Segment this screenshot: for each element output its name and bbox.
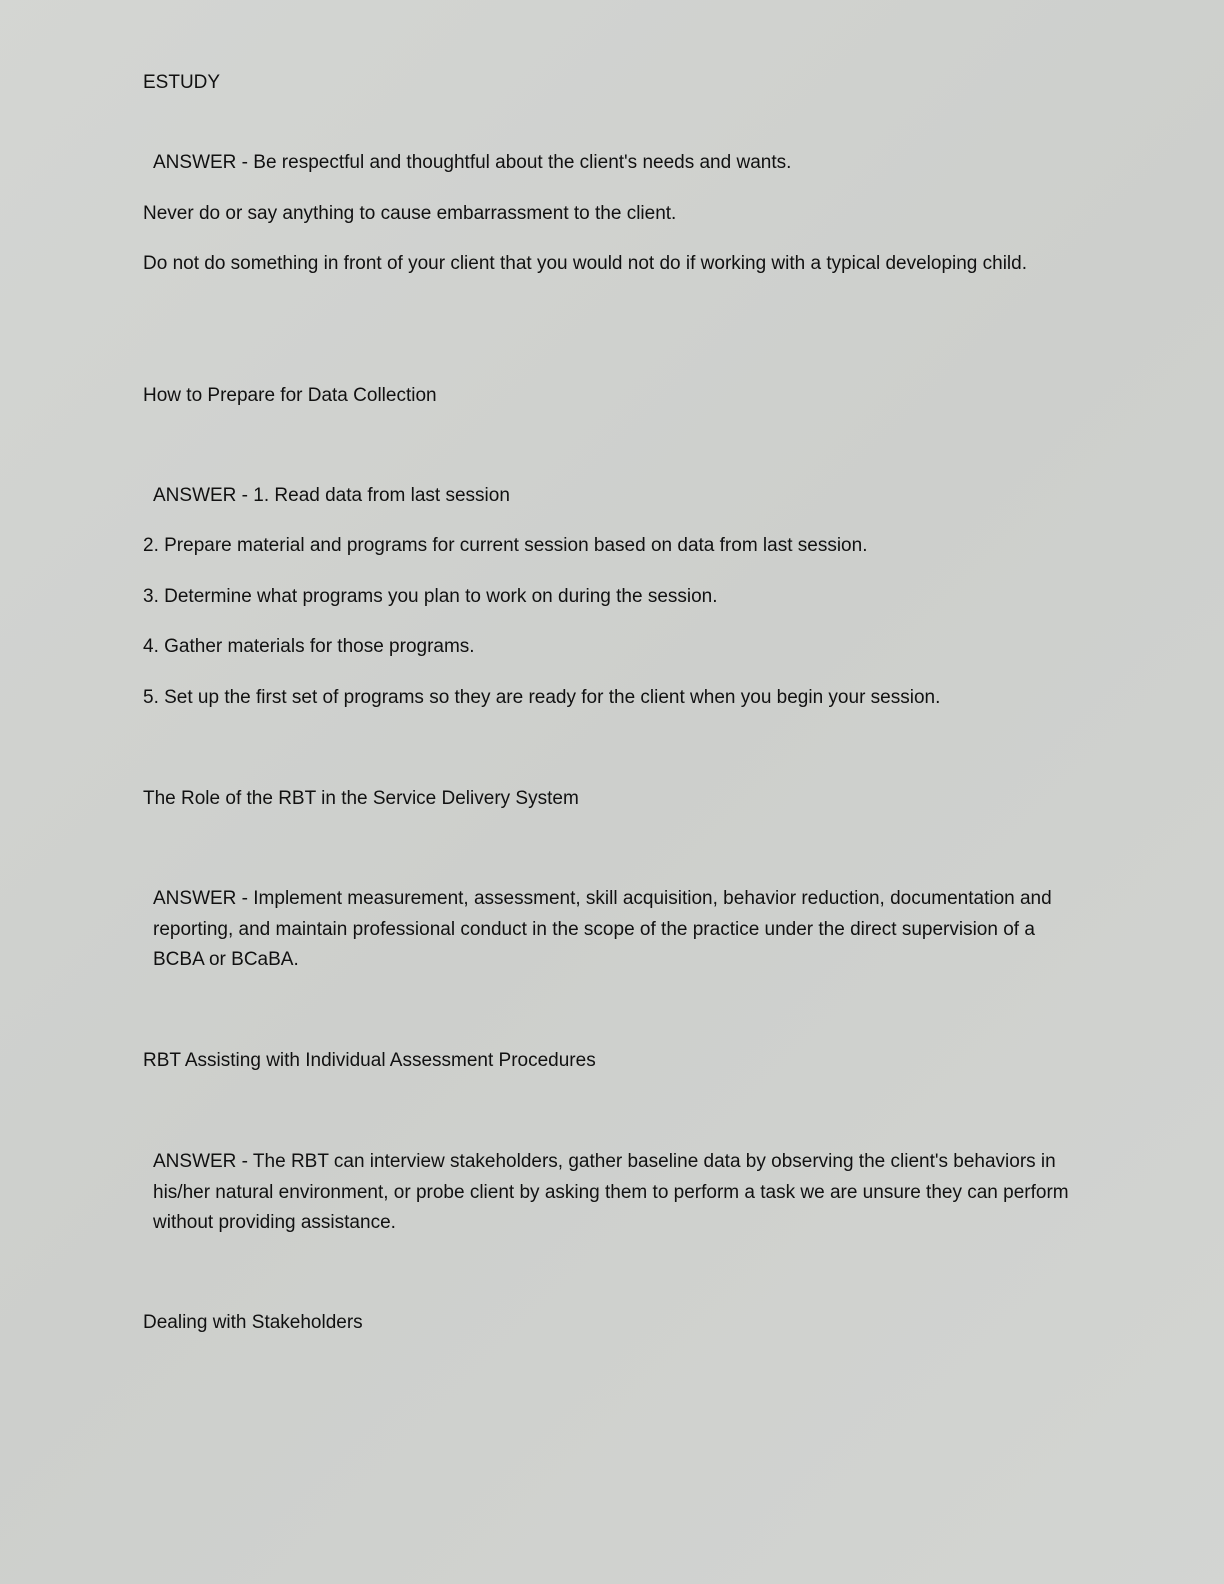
question-heading: How to Prepare for Data Collection [143,385,437,406]
answer-line: 2. Prepare material and programs for current session based on data from last session. [143,535,868,556]
answer-paragraph: ANSWER - The RBT can interview stakeholders, gather baseline data by observing the client's behaviors in his/her natural environment, or probe client by asking them to perform a task we are unsure they can perform without providing assistance. [153,1151,1069,1233]
document-header: ESTUDY [143,72,221,93]
answer-line: Do not do something in front of your client that you would not do if working with a typical developing child. [143,253,1028,274]
question-heading: RBT Assisting with Individual Assessment Procedures [143,1050,596,1071]
answer-paragraph: ANSWER - Implement measurement, assessment, skill acquisition, behavior reduction, documentation and reporting, and maintain professional conduct in the scope of the practice under the direct supervision of a BCBA or BCaBA. [153,888,1052,970]
question-heading: The Role of the RBT in the Service Delivery System [143,788,579,809]
answer-line: 3. Determine what programs you plan to work on during the session. [143,586,718,607]
question-heading: Dealing with Stakeholders [143,1312,363,1333]
answer-line: 4. Gather materials for those programs. [143,636,475,657]
answer-line: 5. Set up the first set of programs so they are ready for the client when you begin your session. [143,687,941,708]
answer-line: ANSWER - Be respectful and thoughtful about the client's needs and wants. [153,152,792,173]
answer-line: ANSWER - 1. Read data from last session [153,485,510,506]
answer-line: Never do or say anything to cause embarrassment to the client. [143,203,677,224]
